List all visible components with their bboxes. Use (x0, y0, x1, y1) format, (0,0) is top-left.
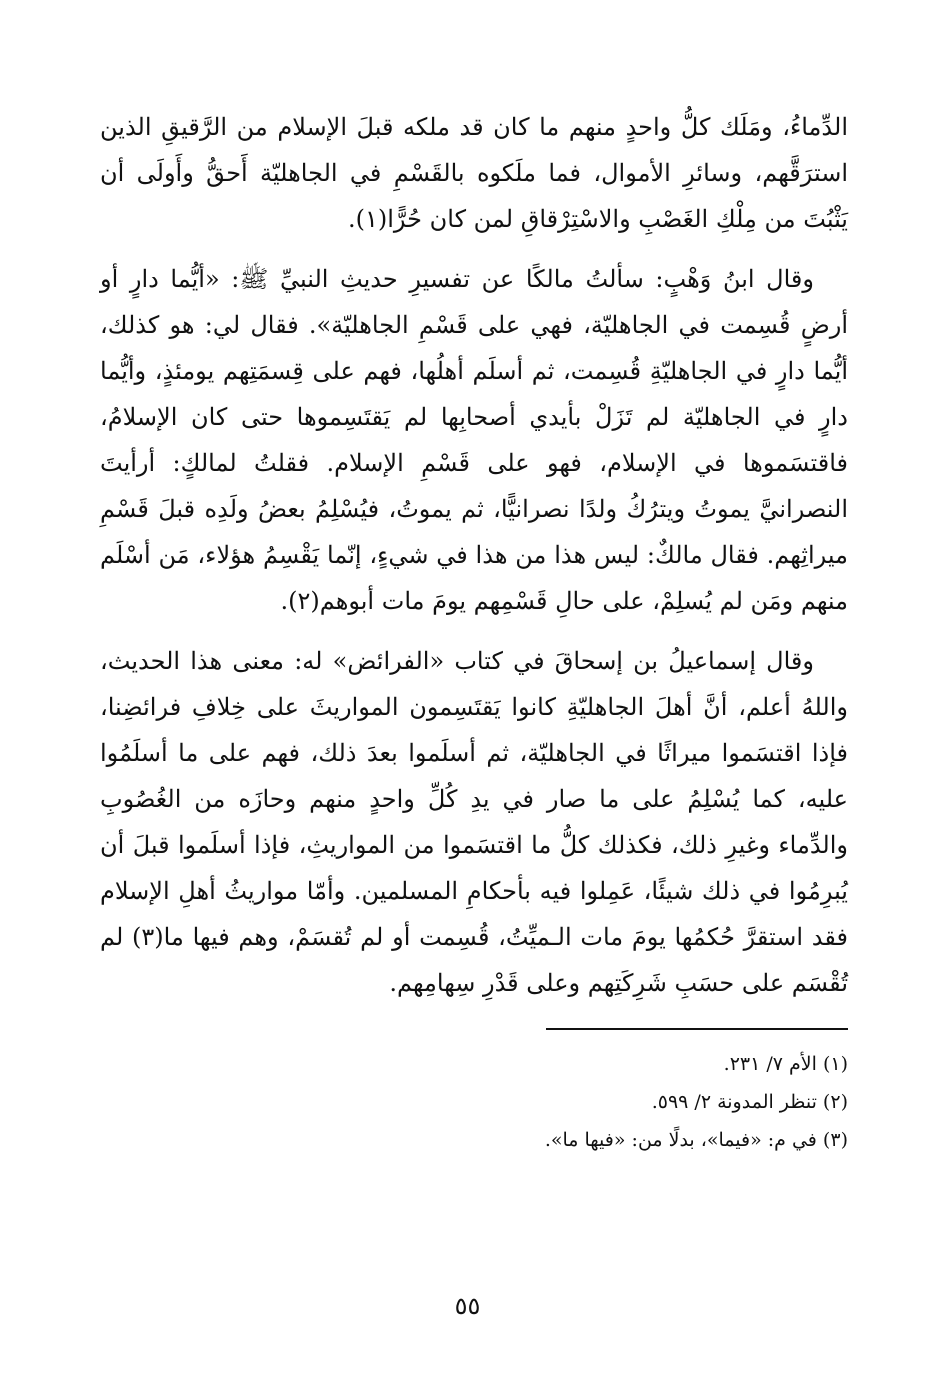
footnote-1: (١) الأم ٧/ ٢٣١. (723, 1053, 848, 1075)
page-number: ٥٥ (454, 1292, 481, 1320)
paragraph-2: وقال ابنُ وَهْبٍ: سألتُ مالكًا عن تفسيرِ حديثِ النبيِّ ﷺ: «أيُّما دارٍ أو أرضٍ قُسِمت في الجاهليّة، فهي على قَسْمِ الجاهليّة». فقال لي: هو كذلك، أيُّما دارٍ في الجاهليّةِ قُسِمت، ثم أسلَم أهلُها، فهم على قِسمَتِهم يومئذٍ، وأيُّما دارٍ في الجاهليّة لم تَزَلْ بأيدي أصحابِها لم يَقتَسِموها حتى كان الإسلامُ، فاقتسَموها في الإسلام، فهو على قَسْمِ الإسلام. فقلتُ لمالكٍ: أرأيتَ النصرانيَّ يموتُ ويترُكُ ولدًا نصرانيًّا، ثم يموتُ، فيُسْلِمُ بعضُ ولَدِه قبلَ قَسْمِ ميراثِهم. فقال مالكٌ: ليس هذا من هذا في شيءٍ، إنّما يَقْسِمُ هؤلاء، مَن أسْلَم منهم ومَن لم يُسلِمْ، على حالِ قَسْمِهم يومَ مات أبوهم(٢). (100, 265, 848, 615)
paragraph-1: الدِّماءُ، ومَلَك كلُّ واحدٍ منهم ما كان قد ملكه قبلَ الإسلام من الرَّقيقِ الذين استرَقَّهم، وسائرِ الأموال، فما ملَكوه بالقَسْمِ في الجاهليّة أَحقُّ وأَولَى أن يَثْبُتَ من مِلْكِ الغَصْبِ والاسْتِرْقاقِ لمن كان حُرًّا(١). (100, 113, 848, 233)
footnote-3: (٣) في م: «فيما»، بدلًا من: «فيها ما». (544, 1129, 848, 1151)
footnote-separator (546, 1028, 848, 1030)
footnote-2: (٢) تنظر المدونة ٢/ ٥٩٩. (651, 1091, 848, 1113)
paragraph-3: وقال إسماعيلُ بن إسحاقَ في كتاب «الفرائض» له: معنى هذا الحديث، واللهُ أعلم، أنَّ أهلَ الجاهليّةِ كانوا يَقتَسِمون المواريثَ على خِلافِ فرائضِنا، فإذا اقتسَموا ميراثًا في الجاهليّة، ثم أسلَموا بعدَ ذلك، فهم على ما أسلَمُوا عليه، كما يُسْلِمُ على ما صار في يدِ كُلِّ واحدٍ منهم وحازَه من الغُصُوبِ والدِّماء وغيرِ ذلك، فكذلك كلُّ ما اقتسَموا من المواريثِ، فإذا أسلَموا قبلَ أن يُبرِمُوا في ذلك شيئًا، عَمِلوا فيه بأحكامِ المسلمين. وأمّا مواريثُ أهلِ الإسلام فقد استقرَّ حُكمُها يومَ مات الـميِّتُ، قُسِمت أو لم تُقسَمْ، وهم فيها ما(٣) لم تُقْسَم على حسَبِ شَرِكَتِهم وعلى قَدْرِ سِهامِهم. (100, 647, 849, 997)
page-body (100, 104, 848, 1158)
